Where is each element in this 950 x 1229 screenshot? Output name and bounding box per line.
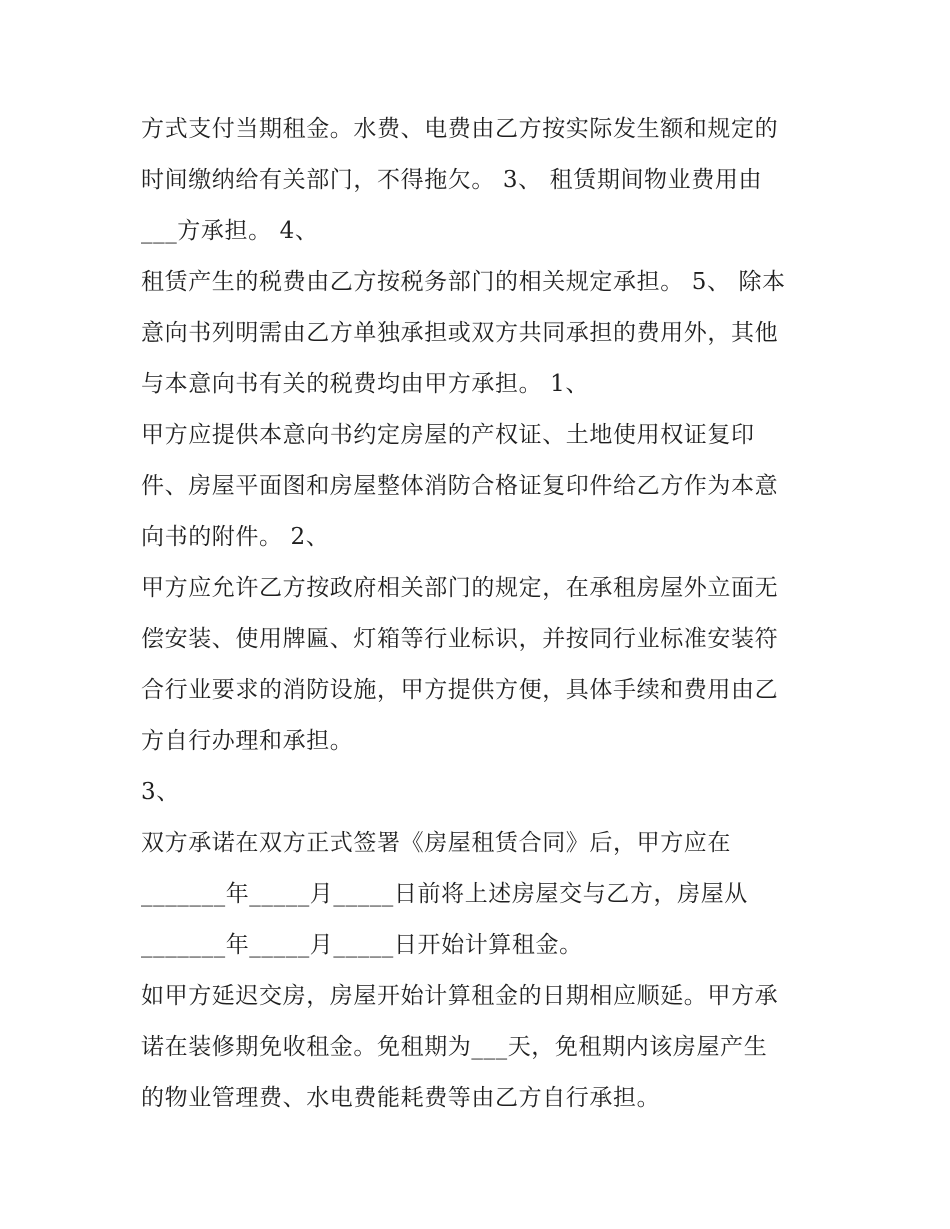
document-line: 3、 [141,779,180,805]
document-line: 合行业要求的消防设施，甲方提供方便，具体手续和费用由乙 [141,677,779,703]
document-line: 方式支付当期租金。水费、电费由乙方按实际发生额和规定的 [141,116,779,142]
document-line: 件、房屋平面图和房屋整体消防合格证复印件给乙方作为本意 [141,473,779,499]
document-line: 租赁产生的税费由乙方按税务部门的相关规定承担。 5、 除本 [141,269,786,295]
document-line: 甲方应提供本意向书约定房屋的产权证、土地使用权证复印 [141,422,755,448]
document-line: 如甲方延迟交房，房屋开始计算租金的日期相应顺延。甲方承 [141,983,779,1009]
document-line: 意向书列明需由乙方单独承担或双方共同承担的费用外，其他 [141,320,779,346]
document-line: 时间缴纳给有关部门，不得拖欠。 3、 租赁期间物业费用由 [141,167,763,193]
document-line: ___方承担。 4、 [141,218,319,244]
document-line: _______年_____月_____日开始计算租金。 [141,932,583,958]
document-line: 双方承诺在双方正式签署《房屋租赁合同》后，甲方应在 [141,830,731,856]
document-line: 甲方应允许乙方按政府相关部门的规定，在承租房屋外立面无 [141,575,779,601]
document-line: 与本意向书有关的税费均由甲方承担。 1、 [141,371,589,397]
document-line: 诺在装修期免收租金。免租期为___天，免租期内该房屋产生 [141,1034,768,1060]
document-line: 偿安装、使用牌匾、灯箱等行业标识，并按同行业标准安装符 [141,626,779,652]
document-line: 的物业管理费、水电费能耗费等由乙方自行承担。 [141,1085,661,1111]
document-line: 向书的附件。 2、 [141,524,330,550]
document-line: _______年_____月_____日前将上述房屋交与乙方，房屋从 [141,881,748,907]
document-line: 方自行办理和承担。 [141,728,354,754]
document-body [141,104,821,1124]
